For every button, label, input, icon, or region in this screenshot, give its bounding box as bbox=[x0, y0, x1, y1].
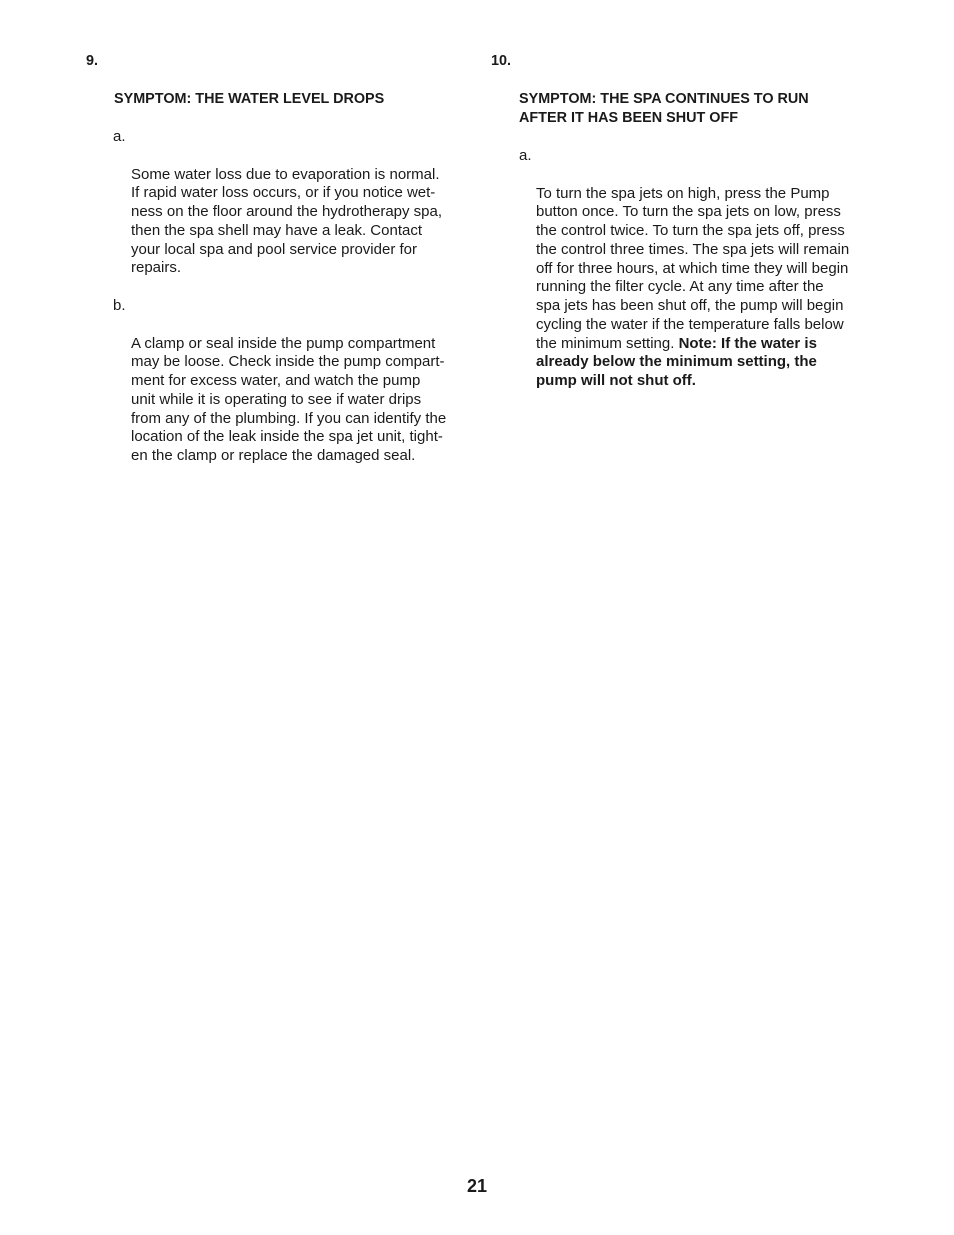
item-text: To turn the spa jets on high, press the Pump button once. To turn the spa jets on low, press the control twice. To turn the spa jets off, press the control three times. The spa jets will remain off for three hours, at which time they will begin running the filter cycle. At any time after the spa jets has been shut off, the pump will begin cycling the water if the temperature falls below the minimum setting. bbox=[536, 184, 850, 352]
section-title: SYMPTOM: THE WATER LEVEL DROPS bbox=[114, 91, 385, 107]
section-heading bbox=[491, 52, 881, 128]
item-text: Some water loss due to evaporation is normal. If rapid water loss occurs, or if you notice wet- ness on the floor around the hydrotherapy spa, then the spa shell may have a leak. Contact your local spa and pool service provider for repairs. bbox=[131, 165, 443, 277]
section-title: SYMPTOM: THE SPA CONTINUES TO RUN AFTER IT HAS BEEN SHUT OFF bbox=[519, 91, 809, 126]
section-9 bbox=[86, 52, 476, 466]
section-heading bbox=[86, 52, 476, 109]
section-10 bbox=[491, 52, 881, 391]
section-number: 10. bbox=[491, 53, 512, 69]
item-letter: a. bbox=[519, 147, 532, 164]
list-item bbox=[86, 128, 476, 278]
list-item bbox=[86, 297, 476, 466]
list-item bbox=[491, 147, 881, 391]
item-text: A clamp or seal inside the pump compartment may be loose. Check inside the pump compart- ment for excess water, and watch the pump unit while it is operating to see if water drips from any of the plumbing. If you can identify the location of the leak inside the spa jet unit, tight- en the clamp or replace the damaged seal. bbox=[131, 334, 447, 464]
section-number: 9. bbox=[86, 53, 99, 69]
page-number: 21 bbox=[466, 1176, 488, 1196]
item-letter: a. bbox=[113, 128, 126, 145]
item-letter: b. bbox=[113, 297, 126, 314]
item-note: Note: If the water is already below the minimum setting, the pump will not shut off. bbox=[536, 334, 817, 389]
